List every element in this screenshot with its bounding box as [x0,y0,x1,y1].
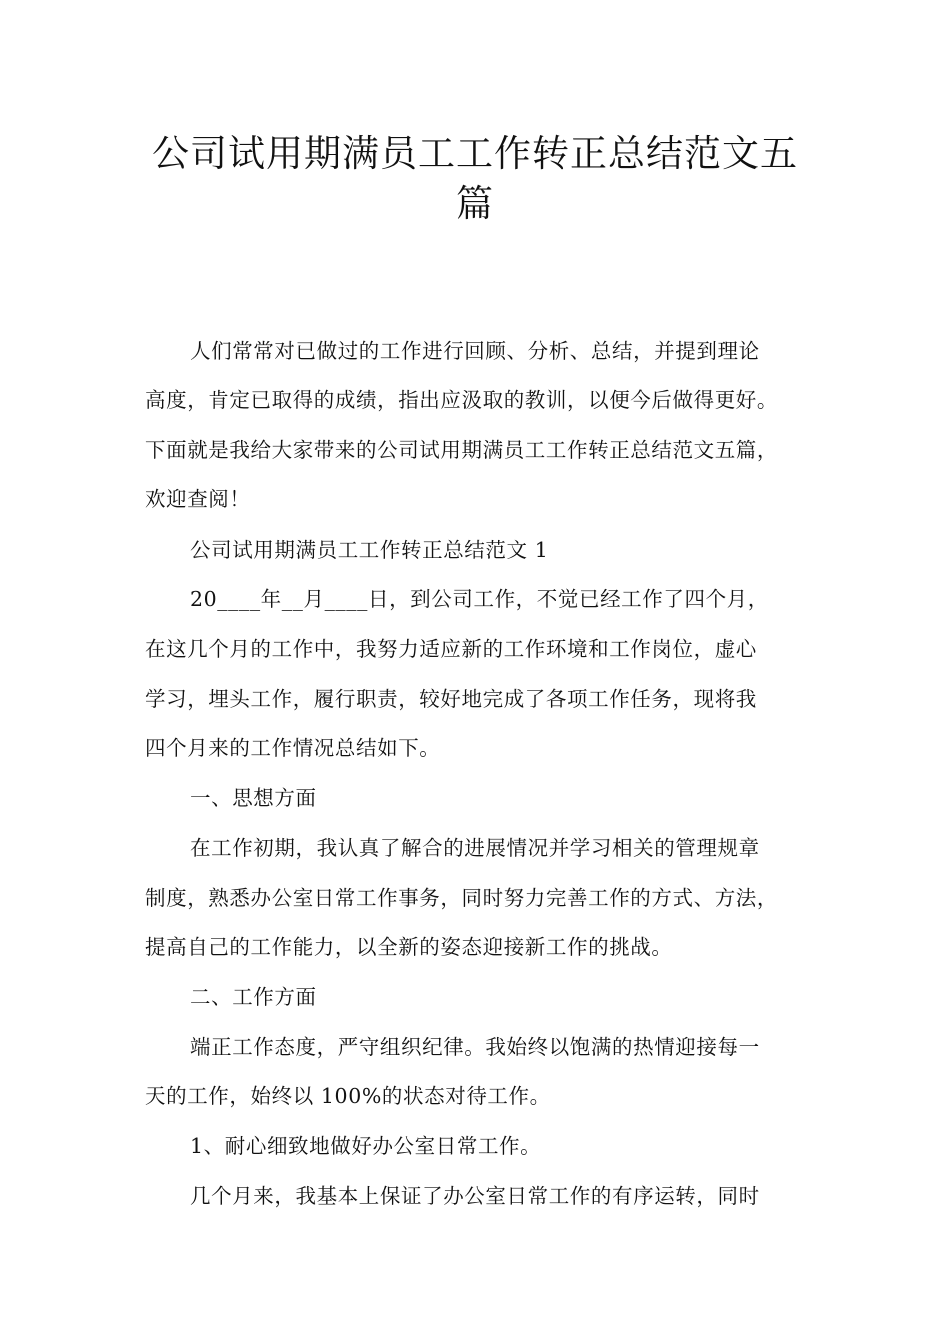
paragraph-line: 几个月来，我基本上保证了办公室日常工作的有序运转，同时 [190,1184,760,1208]
paragraph-line: 高度，肯定已取得的成绩，指出应汲取的教训，以便今后做得更好。 [145,388,778,412]
paragraph-line: 在这几个月的工作中，我努力适应新的工作环境和工作岗位，虚心 [145,637,757,661]
section-heading: 公司试用期满员工工作转正总结范文 1 [190,538,549,562]
section-heading: 一、思想方面 [190,786,317,810]
paragraph-line: 学习，埋头工作，履行职责，较好地完成了各项工作任务，现将我 [145,687,757,711]
document-title-line-2: 篇 [456,182,494,225]
paragraph-line: 人们常常对已做过的工作进行回顾、分析、总结，并提到理论 [190,339,760,363]
section-heading: 1、耐心细致地做好办公室日常工作。 [190,1134,542,1158]
paragraph-line: 在工作初期，我认真了解合的进展情况并学习相关的管理规章 [190,836,760,860]
paragraph-line: 20____年__月____日，到公司工作，不觉已经工作了四个月， [190,587,769,611]
paragraph-line: 端正工作态度，严守组织纪律。我始终以饱满的热情迎接每一 [190,1035,760,1059]
paragraph-line: 四个月来的工作情况总结如下。 [145,736,441,760]
document-title-line-1: 公司试用期满员工工作转正总结范文五 [152,132,798,175]
paragraph-line: 下面就是我给大家带来的公司试用期满员工工作转正总结范文五篇， [145,438,778,462]
paragraph-line: 制度，熟悉办公室日常工作事务，同时努力完善工作的方式、方法， [145,886,778,910]
paragraph-line: 天的工作，始终以 100%的状态对待工作。 [145,1084,551,1108]
paragraph-line: 提高自己的工作能力，以全新的姿态迎接新工作的挑战。 [145,935,673,959]
section-heading: 二、工作方面 [190,985,317,1009]
paragraph-line: 欢迎查阅！ [145,487,251,511]
